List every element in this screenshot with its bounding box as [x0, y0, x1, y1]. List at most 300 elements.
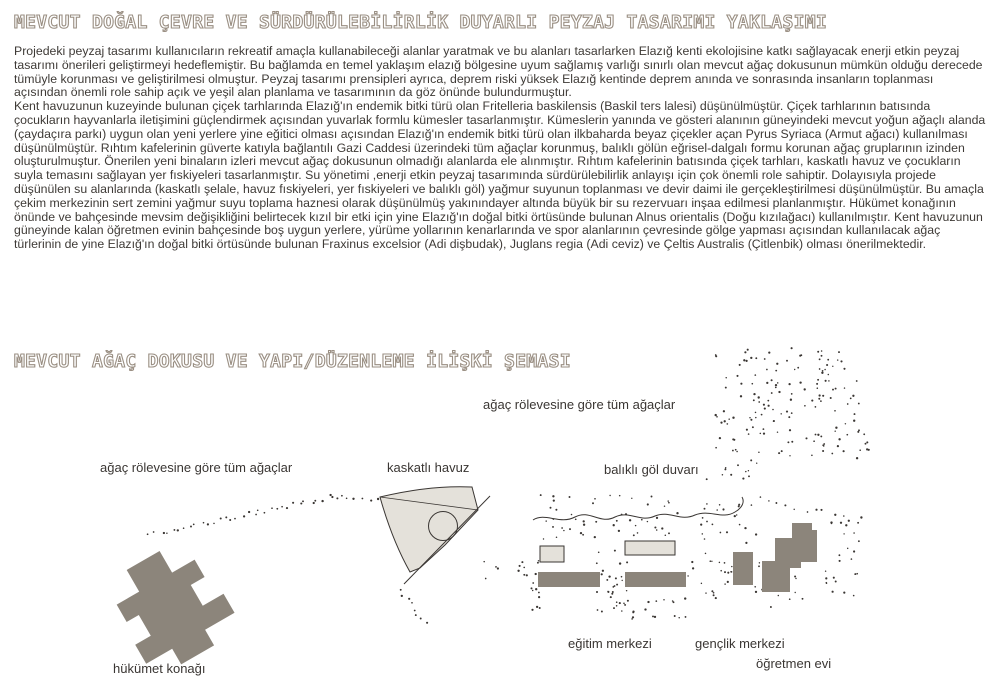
- tree-dot: [827, 359, 829, 361]
- tree-dot: [526, 574, 528, 576]
- tree-dot: [748, 470, 749, 471]
- tree-dot: [641, 519, 643, 521]
- tree-dot: [837, 359, 838, 360]
- tree-dot: [651, 496, 653, 498]
- tree-dot: [853, 420, 855, 422]
- tree-dot: [716, 416, 718, 418]
- tree-dot: [713, 594, 715, 596]
- tree-dot: [838, 351, 840, 353]
- tree-dot: [856, 457, 858, 459]
- tree-dot: [704, 538, 706, 540]
- tree-dot: [685, 616, 687, 618]
- tree-dot: [720, 422, 722, 424]
- tree-dot: [807, 511, 809, 513]
- tree-dot: [346, 498, 348, 500]
- tree-dot: [664, 505, 665, 506]
- tree-dot: [711, 590, 713, 592]
- tree-dot: [601, 573, 603, 575]
- tree-dot: [608, 575, 610, 577]
- tree-dot: [716, 509, 718, 511]
- tree-dot: [832, 389, 834, 391]
- tree-dot: [746, 360, 748, 362]
- tree-dot: [673, 601, 675, 603]
- tree-dot: [594, 536, 596, 538]
- tree-dot: [763, 433, 765, 435]
- tree-dot: [820, 435, 822, 437]
- tree-dot: [786, 360, 788, 362]
- tree-dot: [674, 615, 676, 617]
- tree-dot: [655, 600, 657, 602]
- tree-dot: [852, 395, 854, 397]
- tree-dot: [257, 510, 259, 512]
- tree-dot: [821, 372, 823, 374]
- tree-dot: [580, 532, 582, 534]
- tree-dot: [805, 437, 807, 439]
- tree-dot: [595, 521, 597, 523]
- tree-dot: [255, 514, 257, 516]
- tree-dot: [789, 455, 790, 456]
- tree-dot: [400, 589, 402, 591]
- tree-dot: [286, 507, 288, 509]
- diagram-heading: MEVCUT AĞAÇ DOKUSU VE YAPI/DÜZENLEME İLİŞKİ ŞEMASI: [14, 351, 571, 372]
- tree-dot: [632, 616, 634, 618]
- tree-dot: [734, 515, 736, 517]
- tree-dot: [207, 523, 209, 525]
- tree-dot: [794, 575, 796, 577]
- tree-dot: [835, 427, 837, 429]
- tree-dot: [621, 576, 623, 578]
- tree-dot: [706, 521, 708, 523]
- tree-dot: [816, 383, 818, 385]
- tree-dot: [744, 351, 746, 353]
- tree-dot: [847, 403, 849, 405]
- tree-dot: [719, 562, 721, 564]
- tree-dot: [336, 497, 338, 499]
- tree-dot: [819, 368, 821, 370]
- tree-dot: [737, 464, 739, 466]
- tree-dot: [616, 520, 618, 522]
- tree-dot: [781, 450, 783, 452]
- tree-dot: [820, 400, 822, 402]
- tree-dot: [597, 609, 599, 611]
- tree-dot: [818, 394, 820, 396]
- label-trees-survey-left: ağaç rölevesine göre tüm ağaçlar: [100, 460, 293, 475]
- tree-dot: [854, 573, 856, 575]
- tree-dot: [583, 520, 585, 522]
- tree-dot: [352, 498, 354, 500]
- tree-dot: [857, 522, 859, 524]
- tree-dot: [778, 595, 780, 597]
- tree-dot: [623, 603, 625, 605]
- tree-dot: [815, 434, 817, 436]
- tree-dot: [619, 562, 621, 564]
- tree-dot: [736, 375, 738, 377]
- government-house-building: [101, 534, 244, 679]
- tree-dot: [778, 452, 780, 454]
- tree-dot: [866, 448, 868, 450]
- tree-dot: [606, 579, 608, 581]
- tree-dot: [755, 417, 756, 418]
- tree-dot: [571, 514, 573, 516]
- tree-dot: [633, 534, 635, 536]
- tree-dot: [596, 562, 598, 564]
- tree-dot: [739, 364, 741, 366]
- tree-dot: [825, 570, 826, 571]
- tree-dot: [791, 412, 793, 414]
- tree-dot: [758, 451, 760, 453]
- tree-dot: [846, 434, 848, 436]
- tree-dot: [838, 554, 840, 556]
- tree-dot: [835, 388, 837, 390]
- tree-dot: [780, 413, 781, 414]
- tree-dot: [627, 600, 629, 602]
- label-fish-pond-wall: balıklı göl duvarı: [604, 462, 699, 477]
- tree-dot: [791, 347, 793, 349]
- tree-dot: [535, 573, 537, 575]
- tree-dot: [822, 370, 824, 372]
- tree-dot: [786, 411, 788, 413]
- tree-dot: [731, 571, 733, 573]
- label-education-center: eğitim merkezi: [568, 636, 652, 651]
- tree-dot: [817, 434, 819, 436]
- tree-dot: [612, 591, 614, 593]
- tree-dot: [776, 363, 778, 365]
- tree-dot: [632, 611, 634, 613]
- tree-dot: [727, 581, 729, 583]
- tree-dot: [607, 591, 609, 593]
- tree-dot: [847, 548, 848, 549]
- tree-dot: [775, 384, 777, 386]
- tree-dot: [738, 505, 740, 507]
- tree-dot: [736, 514, 737, 515]
- tree-dot: [629, 519, 631, 521]
- tree-dot: [843, 533, 844, 534]
- tree-dot: [613, 524, 615, 526]
- tree-dot: [517, 570, 519, 572]
- tree-dot: [611, 593, 613, 595]
- tree-dot: [831, 453, 833, 455]
- tree-dot: [840, 522, 842, 524]
- tree-dot: [763, 404, 765, 406]
- tree-dot: [736, 451, 738, 453]
- tree-dot: [631, 498, 632, 499]
- tree-dot: [601, 611, 603, 613]
- tree-dot: [553, 500, 555, 502]
- label-teachers-house: öğretmen evi: [756, 656, 832, 671]
- tree-dot: [860, 516, 862, 518]
- tree-dot: [594, 498, 596, 500]
- tree-dot: [556, 537, 558, 539]
- tree-dot: [866, 441, 868, 443]
- tree-dot: [706, 503, 708, 505]
- education-center-block-dark-2: [625, 572, 686, 587]
- tree-dot: [225, 516, 227, 518]
- tree-dot: [331, 496, 333, 498]
- tree-dot: [791, 393, 793, 395]
- tree-dot: [746, 429, 748, 431]
- tree-dot: [732, 450, 734, 452]
- tree-dot: [602, 570, 604, 572]
- tree-dot: [825, 577, 827, 579]
- tree-dot: [532, 582, 534, 584]
- tree-dot: [300, 502, 302, 504]
- tree-dot: [854, 413, 856, 415]
- tree-dot: [751, 504, 753, 506]
- tree-dot: [582, 534, 584, 536]
- tree-dot: [543, 538, 544, 539]
- tree-dot: [730, 474, 732, 476]
- tree-dot: [647, 521, 648, 522]
- tree-dot: [530, 587, 532, 589]
- tree-dot: [724, 562, 726, 564]
- tree-dot: [766, 369, 768, 371]
- tree-dot: [751, 383, 753, 385]
- tree-dot: [276, 508, 278, 510]
- tree-dot: [817, 351, 819, 353]
- tree-dot: [644, 608, 646, 610]
- tree-dot: [724, 468, 726, 470]
- tree-dot: [835, 580, 837, 582]
- tree-dot: [822, 395, 824, 397]
- tree-dot: [823, 445, 825, 447]
- tree-dot: [654, 526, 656, 528]
- tree-dot: [715, 597, 717, 599]
- tree-dot: [712, 524, 714, 526]
- tree-dot: [800, 354, 802, 356]
- tree-dot: [859, 449, 861, 451]
- tree-dot: [538, 596, 540, 598]
- tree-dot: [821, 355, 823, 357]
- tree-dot: [830, 397, 832, 399]
- tree-dot: [771, 392, 773, 394]
- tree-dot: [264, 512, 266, 514]
- tree-dot: [341, 495, 343, 497]
- tree-dot: [711, 561, 712, 562]
- tree-dot: [834, 430, 835, 431]
- label-youth-center: gençlik merkezi: [695, 636, 785, 651]
- tree-dot: [725, 467, 727, 469]
- tree-dot: [621, 580, 622, 581]
- tree-dot: [749, 417, 750, 418]
- tree-dot: [702, 533, 704, 535]
- tree-dot: [519, 565, 521, 567]
- tree-dot: [811, 455, 813, 457]
- tree-dot: [833, 577, 835, 579]
- tree-dot: [856, 573, 858, 575]
- cascade-pool-shape: [380, 487, 490, 584]
- tree-dot: [755, 591, 757, 593]
- tree-dot: [747, 349, 749, 351]
- tree-dot: [193, 524, 195, 526]
- tree-dot: [815, 406, 817, 408]
- tree-dot: [858, 540, 860, 542]
- tree-dot: [313, 502, 315, 504]
- tree-dot: [755, 357, 757, 359]
- paragraph-details: Kent havuzunun kuzeyinde bulunan çiçek tarhlarında Elazığ'ın endemik bitki türü olan Fritelleria baskilensis (Baskil ters lalesi) düşünülmüştür. Çiçek tarhlarının batısında çocukların hayvanlarla iletişimini güçlendirmek açısından yuvarlak formlu kümesler tasarlanmıştır. Kümeslerin yanında ve gösteri alanının güneyindeki mevcut yoğun ağaçlı alanda (çaydaçıra parkı) uygun olan yeni yerlere yine eğitici olması açısından Elazığ'ın endemik bitki türü olan ilkbaharda beyaz çiçekler açan Pyrus Syriaca (Armut ağacı) kullanılması düşünülmüştür. Rıhtım kafelerinin güverte katıyla bağlantılı Gazi Caddesi üzerindeki tüm ağaçlar korunmuş, balıklı gölün eğrisel-dalgalı formu korunan ağaç gruplarının izinden oluşturulmuştur. Önerilen yeni binaların izleri mevcut ağaç dokusunun olmadığı alanlarda ele alınmıştır. Rıhtım kafelerinin batısında çiçek tarhları, kaskatlı havuz ve çocukların suyla temasını sağlayan yer fıskiyeleri tasarlanmıştır. Su yönetimi ,enerji etkin peyzaj tasarımında sürdürülebilirlik anlayışı için çok önemli role sahiptir. Dolayısıyla projede düşünülen su alanlarında (kaskatlı şelale, havuz fıskiyeleri, yer fıskiyeleri ve balıklı göl) yağmur suyunun toplanması ve devir daimi ile gerçekleştirilmesi düşünülmüştür. Bu amaçla çekim merkezinin sert zemini yağmur suyu toplama haznesi olarak düşünülmüş yakınındayer altında büyük bir su rezervuarı inşaa edilmesi planlanmıştır. Hükümet konağının önünde ve bahçesinde mevsim değişikliğini belirtecek kızıl bir etki için yine Elazığ'ın doğal bitki örtüsünde bulunan Alnus orientalis (Doğu kızılağacı) kullanılmıştır. Kent havuzunun güneyinde kalan öğretmen evinin bahçesinde boş uygun yerlere, yürüme yollarının kenarlarında ve spor alanlarının çevresinde gölge yapması açısından kullanılacak ağaç türlerinin de yine Elazığ'ın doğal bitki örtüsünde bulunan Fraxinus excelsior (Adi dişbudak), Juglans regia (Adi ceviz) ve Çeltis Australis (Çitlenbik) olması önerilmektedir.: [14, 99, 986, 252]
- tree-dot: [663, 599, 665, 601]
- tree-dot: [821, 350, 823, 352]
- tree-dot: [618, 530, 620, 532]
- tree-dot: [748, 433, 750, 435]
- tree-dot: [760, 496, 762, 498]
- tree-dot: [163, 532, 165, 534]
- tree-dot: [742, 478, 744, 480]
- tree-dot: [789, 598, 791, 600]
- tree-dot: [768, 352, 770, 354]
- tree-dot: [701, 583, 702, 584]
- tree-dot: [830, 521, 832, 523]
- tree-dot: [616, 605, 618, 607]
- tree-dot: [719, 504, 721, 506]
- tree-dot: [722, 508, 724, 510]
- tree-dot: [762, 428, 764, 430]
- tree-dot: [839, 560, 841, 562]
- tree-dot: [768, 405, 770, 407]
- tree-dot: [844, 387, 845, 388]
- tree-dot: [521, 561, 523, 563]
- main-heading: MEVCUT DOĞAL ÇEVRE VE SÜRDÜRÜLEBİLİRLİK DUYARLI PEYZAJ TASARIMI YAKLAŞIMI: [14, 12, 827, 33]
- tree-dot: [281, 506, 283, 508]
- tree-dot: [619, 602, 621, 604]
- tree-dot: [537, 562, 539, 564]
- tree-dot: [753, 399, 755, 401]
- tree-dot: [843, 592, 845, 594]
- tree-dot: [853, 595, 855, 597]
- tree-dot: [610, 596, 612, 598]
- tree-dot: [845, 524, 847, 526]
- tree-dot: [795, 592, 796, 593]
- tree-dot: [758, 401, 760, 403]
- tree-dot: [853, 550, 855, 552]
- tree-dot: [756, 463, 757, 464]
- fish-pond-wall: [533, 497, 743, 520]
- tree-dot: [720, 532, 722, 534]
- tree-dot: [834, 514, 836, 516]
- tree-dot: [538, 592, 540, 594]
- tree-dot: [552, 495, 554, 497]
- tree-dot: [715, 414, 717, 416]
- tree-dot: [523, 567, 525, 569]
- tree-dot: [314, 500, 316, 502]
- tree-dot: [687, 575, 688, 576]
- tree-dot: [414, 610, 416, 612]
- tree-dot: [532, 590, 533, 591]
- tree-dot: [851, 558, 853, 560]
- tree-dot: [183, 527, 185, 529]
- tree-dot: [858, 403, 860, 405]
- tree-dot: [804, 405, 806, 407]
- tree-dot: [819, 358, 821, 360]
- tree-dot: [569, 496, 571, 498]
- tree-dot: [857, 431, 859, 433]
- tree-dot: [850, 398, 852, 400]
- tree-dot: [377, 498, 379, 500]
- tree-dot: [822, 450, 824, 452]
- tree-dot: [624, 604, 626, 606]
- tree-dot: [784, 504, 786, 506]
- tree-dot: [797, 367, 799, 369]
- tree-dot: [234, 518, 236, 520]
- tree-dot: [631, 618, 633, 620]
- tree-dot: [292, 502, 294, 504]
- tree-dot: [495, 566, 497, 568]
- tree-dot: [764, 408, 766, 410]
- tree-dot: [787, 441, 789, 443]
- tree-dot: [569, 528, 571, 530]
- tree-dot: [321, 500, 323, 502]
- tree-dot: [173, 529, 175, 531]
- tree-dot: [777, 382, 779, 384]
- tree-dot: [271, 507, 273, 509]
- tree-dot: [563, 530, 564, 531]
- tree-dot: [147, 533, 149, 535]
- tree-dot: [361, 498, 363, 500]
- tree-dot: [538, 560, 539, 561]
- tree-dot: [744, 527, 746, 529]
- tree-dot: [676, 512, 678, 514]
- tree-dot: [764, 358, 766, 360]
- tree-dot: [668, 502, 670, 504]
- youth-center-building: [733, 552, 753, 585]
- tree-dot: [795, 578, 796, 579]
- tree-dot: [724, 420, 726, 422]
- tree-dot: [248, 511, 250, 513]
- tree-dot: [523, 574, 525, 576]
- tree-dot: [758, 396, 760, 398]
- tree-dot: [818, 398, 820, 400]
- tree-dot: [190, 526, 192, 528]
- tree-dot: [760, 433, 762, 435]
- tree-dot: [229, 519, 231, 521]
- tree-dot: [775, 502, 777, 504]
- tree-dot: [243, 515, 245, 517]
- tree-dot: [609, 495, 610, 496]
- tree-dot: [415, 614, 417, 616]
- tree-dot: [823, 443, 825, 445]
- tree-dot: [775, 370, 777, 372]
- tree-dot: [789, 429, 791, 431]
- tree-dot: [550, 507, 552, 509]
- tree-dot: [828, 380, 830, 382]
- tree-dot: [740, 383, 742, 385]
- tree-dot: [727, 572, 729, 574]
- tree-dot: [483, 561, 485, 563]
- tree-dot: [743, 359, 745, 361]
- tree-dot: [758, 565, 760, 567]
- tree-dot: [828, 374, 830, 376]
- tree-dot: [705, 592, 706, 593]
- tree-dot: [788, 416, 790, 418]
- tree-dot: [753, 393, 755, 395]
- tree-dot: [626, 590, 627, 591]
- tree-dot: [583, 524, 585, 526]
- tree-dot: [825, 380, 827, 382]
- tree-dot: [535, 588, 537, 590]
- tree-dot: [713, 592, 715, 594]
- tree-dot: [616, 601, 618, 603]
- tree-dot: [817, 379, 819, 381]
- tree-dot: [545, 520, 546, 521]
- tree-dot: [811, 400, 813, 402]
- tree-dot: [720, 570, 722, 572]
- tree-dot: [619, 495, 621, 497]
- tree-dot: [840, 360, 842, 362]
- tree-dot: [726, 423, 728, 425]
- tree-dot: [722, 474, 724, 476]
- tree-dot: [771, 379, 773, 381]
- tree-dot: [745, 542, 747, 544]
- tree-dot: [733, 439, 735, 441]
